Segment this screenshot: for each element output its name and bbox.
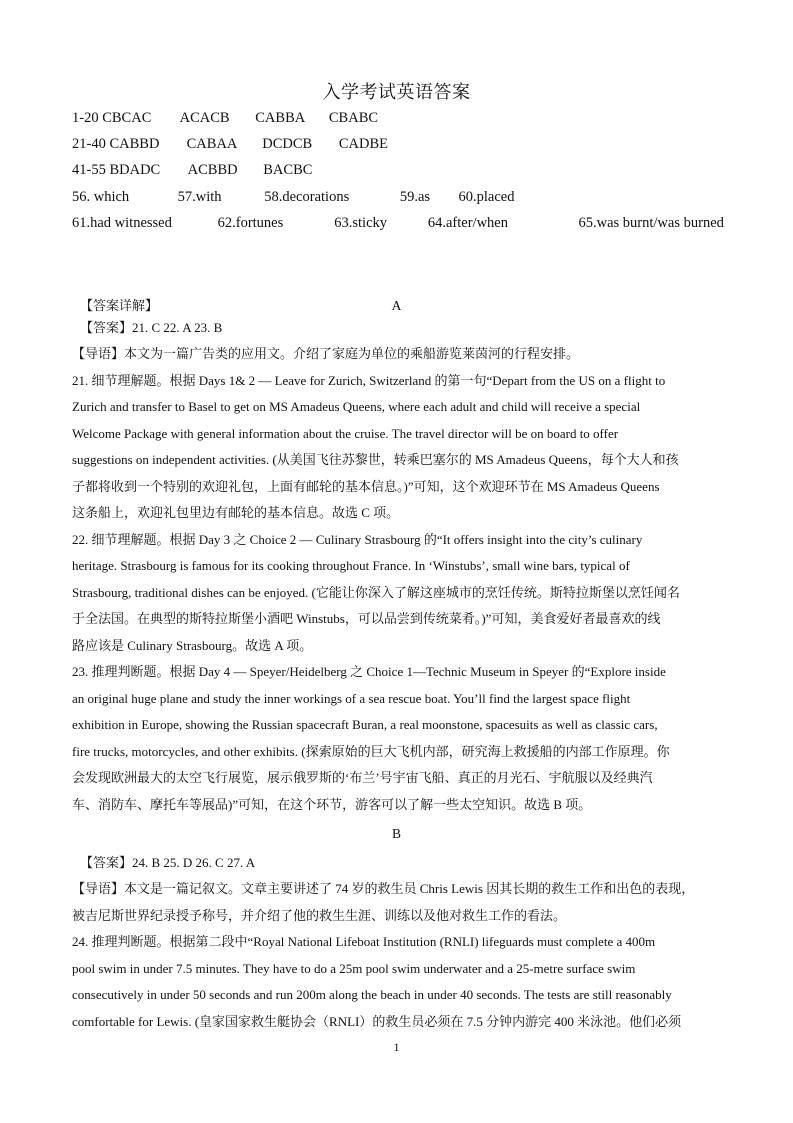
answer-row-3: [72, 162, 333, 179]
text-line: Welcome Package with general information about the cruise. The travel director will be on board to offer: [72, 425, 619, 441]
answer-group: CADBE: [338, 136, 389, 152]
text-line: 会发现欧洲最大的太空飞行展览，展示俄罗斯的‘布兰’号宇宙飞船、真正的月光石、宇航服以及经典汽: [72, 770, 653, 785]
text-line: exhibition in Europe, showing the Russian spacecraft Buran, a real moonstone, spacesuits as well as classic cars,: [72, 717, 658, 732]
answer-item: 64.after/when: [427, 215, 508, 231]
answer-item: 60.placed: [458, 189, 515, 205]
text-line: consecutively in under 50 seconds and run 200m along the beach in under 40 seconds. The tests are still reasonably: [72, 987, 672, 1002]
answer-group: 1-20 CBCAC: [72, 110, 152, 126]
text-line: 被吉尼斯世界纪录授予称号，并介绍了他的救生生涯、训练以及他对救生工作的看法。: [72, 907, 567, 923]
answer-group: CBABC: [328, 110, 379, 126]
answer-key-line: 【答案】21. C 22. A 23. B: [80, 320, 223, 335]
page-title: 入学考试英语答案: [322, 82, 471, 103]
answer-row-2: [72, 136, 409, 153]
answer-item: 62.fortunes: [217, 215, 284, 231]
text-line: 路应该是 Culinary Strasbourg。故选 A 项。: [72, 637, 313, 653]
answer-key-line: 【答案】24. B 25. D 26. C 27. A: [80, 855, 256, 870]
text-line: heritage. Strasbourg is famous for its cooking throughout France. In ‘Winstubs’, small wine bars, typical of: [72, 558, 630, 573]
text-line: suggestions on independent activities. (从美国飞往苏黎世，转乘巴塞尔的 MS Amadeus Queens，每个大人和孩: [72, 452, 679, 467]
answer-item: 59.as: [399, 189, 431, 205]
answer-item: 63.sticky: [334, 215, 388, 231]
text-line: fire trucks, motorcycles, and other exhibits. (探索原始的巨大飞机内部，研究海上救援船的内部工作原理。你: [72, 743, 670, 759]
section-b-body: [72, 876, 722, 1035]
text-line: 24. 推理判断题。根据第二段中“Royal National Lifeboat Institution (RNLI) lifeguards must complete a 400m: [72, 934, 656, 949]
answer-group: BACBC: [263, 162, 313, 178]
section-b-letter: B: [391, 826, 401, 841]
answer-row-5: [72, 215, 724, 232]
page-number: 1: [393, 1040, 400, 1054]
answer-group: DCDCB: [262, 136, 313, 152]
answer-group: ACBBD: [187, 162, 238, 178]
section-a-body: [72, 341, 722, 818]
text-line: comfortable for Lewis. (皇家国家救生艇协会（RNLI）的救生员必须在 7.5 分钟内游完 400 米泳池。他们必须: [72, 1013, 682, 1029]
text-line: 22. 细节理解题。根据 Day 3 之 Choice 2 — Culinary Strasbourg 的“It offers insight into the city’s culinary: [72, 531, 643, 547]
answer-item: 57.with: [177, 189, 222, 205]
answer-item: 58.decorations: [264, 189, 350, 205]
answer-item: 61.had witnessed: [72, 215, 172, 231]
text-line: 子都将收到一个特别的欢迎礼包，上面有邮轮的基本信息。)”可知，这个欢迎环节在 MS Amadeus Queens: [72, 478, 660, 494]
text-line: 【导语】本文是一篇记叙文。文章主要讲述了 74 岁的救生员 Chris Lewis 因其长期的救生工作和出色的表现，: [72, 881, 695, 896]
answer-item: 65.was burnt/was burned: [578, 215, 724, 231]
explain-header: 【答案详解】: [80, 299, 159, 314]
answer-group: CABBA: [255, 110, 306, 126]
section-a-answers: [80, 315, 730, 342]
text-line: 【导语】本文为一篇广告类的应用文。介绍了家庭为单位的乘船游览莱茵河的行程安排。: [72, 346, 580, 361]
answer-group: 41-55 BDADC: [72, 162, 161, 178]
answer-group: ACACB: [179, 110, 230, 126]
answer-row-1: [72, 110, 399, 127]
text-line: pool swim in under 7.5 minutes. They have to do a 25m pool swim underwater and a 25-metre surface swim: [72, 960, 636, 976]
answer-row-4: [72, 189, 539, 206]
section-a-letter: A: [391, 298, 402, 313]
text-line: 这条船上，欢迎礼包里边有邮轮的基本信息。故选 C 项。: [72, 505, 400, 520]
text-line: Strasbourg, traditional dishes can be enjoyed. (它能让你深入了解这座城市的烹饪传统。斯特拉斯堡以烹饪闻名: [72, 584, 680, 600]
answer-group: 21-40 CABBD: [72, 136, 160, 152]
answer-item: 56. which: [72, 189, 130, 205]
text-line: 23. 推理判断题。根据 Day 4 — Speyer/Heidelberg 之 Choice 1—Technic Museum in Speyer 的“Explore inside: [72, 664, 666, 679]
text-line: an original huge plane and study the inner workings of a sea rescue boat. You’ll find the largest space flight: [72, 690, 631, 706]
text-line: 于全法国。在典型的斯特拉斯堡小酒吧 Winstubs，可以品尝到传统菜肴。)”可知，美食爱好者最喜欢的线: [72, 611, 661, 626]
text-line: 21. 细节理解题。根据 Days 1& 2 — Leave for Zurich, Switzerland 的第一句“Depart from the US on a flight to: [72, 372, 666, 388]
text-line: Zurich and transfer to Basel to get on MS Amadeus Queens, where each adult and child will receive a special: [72, 399, 641, 414]
text-line: 车、消防车、摩托车等展品)”可知，在这个环节，游客可以了解一些太空知识。故选 B 项。: [72, 796, 592, 812]
section-b-answers: [80, 850, 730, 877]
answer-group: CABAA: [186, 136, 238, 152]
